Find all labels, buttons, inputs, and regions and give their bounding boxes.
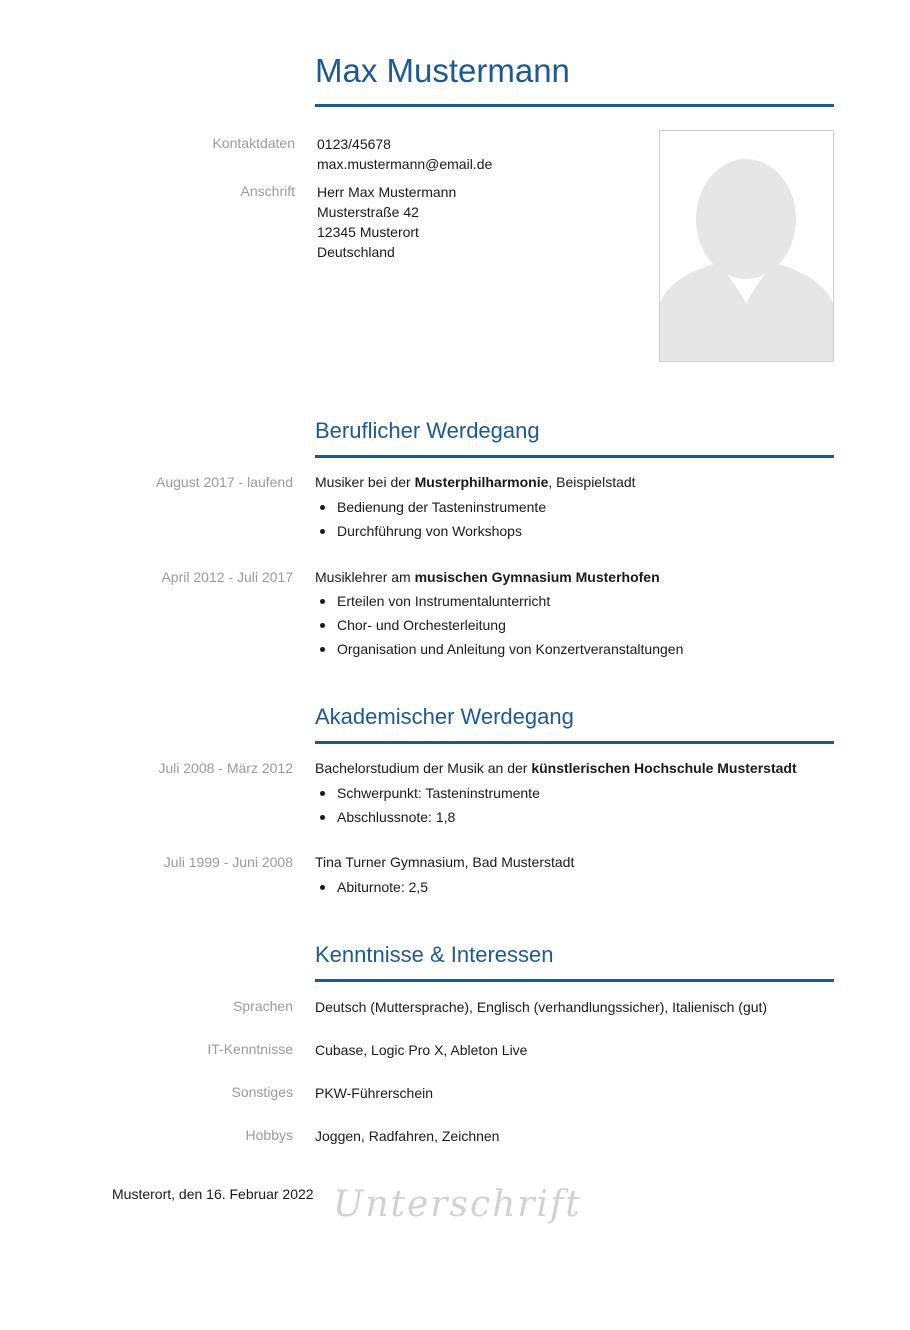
employer-name: Musterphilharmonie: [414, 474, 549, 490]
bullet-list: [315, 875, 428, 899]
section-rule: [315, 455, 834, 458]
section-rule: [315, 979, 834, 982]
place-and-date: Musterort, den 16. Februar 2022: [112, 1186, 314, 1202]
skill-value: Deutsch (Muttersprache), Englisch (verhandlungssicher), Italienisch (gut): [315, 999, 768, 1015]
entry-title: Bachelorstudium der Musik an der künstlerischen Hochschule Musterstadt: [315, 760, 797, 776]
bullet-list: [315, 781, 540, 829]
address-line: 12345 Musterort: [317, 224, 419, 240]
list-item: Organisation und Anleitung von Konzertveranstaltungen: [315, 637, 683, 661]
person-silhouette-icon: [660, 131, 833, 361]
email-address: max.mustermann@email.de: [317, 156, 493, 172]
list-item: Durchführung von Workshops: [315, 519, 546, 543]
section-title-academic: Akademischer Werdegang: [315, 704, 574, 729]
cv-name: Max Mustermann: [315, 52, 570, 89]
list-item: Abschlussnote: 1,8: [315, 805, 540, 829]
list-item: Chor- und Orchesterleitung: [315, 613, 683, 637]
skill-value: PKW-Führerschein: [315, 1085, 434, 1101]
bullet-list: [315, 589, 683, 661]
skill-label: Hobbys: [245, 1127, 293, 1143]
skill-value: Joggen, Radfahren, Zeichnen: [315, 1128, 500, 1144]
signature-placeholder: Unterschrift: [333, 1184, 582, 1225]
address-line: Deutschland: [317, 244, 395, 260]
skill-label: Sonstiges: [231, 1084, 293, 1100]
address-line: Herr Max Mustermann: [317, 184, 457, 200]
section-rule: [315, 741, 834, 744]
address-line: Musterstraße 42: [317, 204, 419, 220]
period-label: Juli 1999 - Juni 2008: [163, 854, 293, 870]
employer-name: musischen Gymnasium Musterhofen: [414, 569, 660, 585]
profile-photo: [659, 130, 834, 362]
section-title-career: Beruflicher Werdegang: [315, 418, 540, 443]
skill-label: Sprachen: [233, 998, 293, 1014]
phone-number: 0123/45678: [317, 136, 391, 152]
list-item: Erteilen von Instrumentalunterricht: [315, 589, 683, 613]
period-label: April 2012 - Juli 2017: [161, 569, 293, 585]
list-item: Schwerpunkt: Tasteninstrumente: [315, 781, 540, 805]
entry-title: Tina Turner Gymnasium, Bad Musterstadt: [315, 854, 575, 870]
address-label: Anschrift: [240, 183, 295, 199]
entry-title: Musiker bei der Musterphilharmonie, Beispielstadt: [315, 474, 636, 490]
list-item: Bedienung der Tasteninstrumente: [315, 495, 546, 519]
entry-title: Musiklehrer am musischen Gymnasium Musterhofen: [315, 569, 660, 585]
institution-name: künstlerischen Hochschule Musterstadt: [531, 760, 797, 776]
period-label: August 2017 - laufend: [156, 474, 293, 490]
skill-value: Cubase, Logic Pro X, Ableton Live: [315, 1042, 528, 1058]
period-label: Juli 2008 - März 2012: [158, 760, 293, 776]
bullet-list: [315, 495, 546, 543]
contact-label: Kontaktdaten: [212, 135, 295, 151]
header-rule: [315, 104, 834, 107]
skill-label: IT-Kenntnisse: [207, 1041, 293, 1057]
section-title-skills: Kenntnisse & Interessen: [315, 942, 554, 967]
list-item: Abiturnote: 2,5: [315, 875, 428, 899]
